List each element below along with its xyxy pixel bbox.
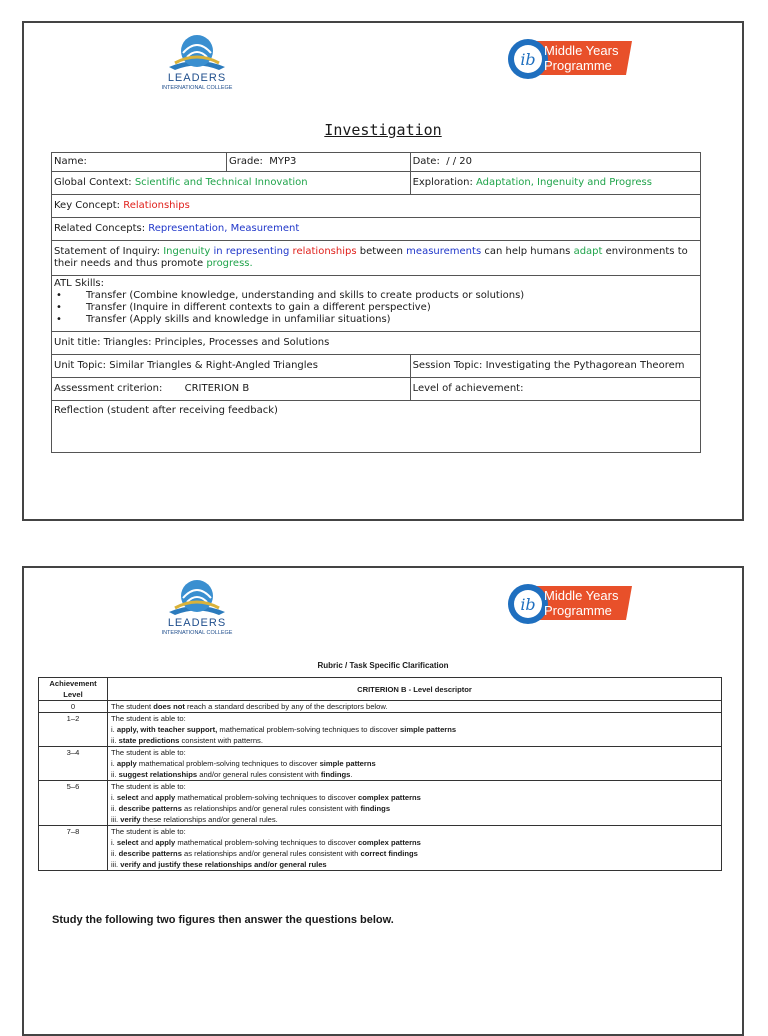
reflection-label: Reflection (student after receiving feedback) [54, 405, 278, 416]
level-cell: 7–8 [39, 826, 108, 871]
inquiry-word: can help humans [484, 246, 571, 257]
key-concept-value: Relationships [123, 200, 190, 211]
worksheet-page-2 [22, 566, 744, 1036]
worksheet-page-1 [22, 21, 744, 521]
level-cell: 0 [39, 701, 108, 713]
leaders-college-logo [147, 33, 247, 93]
exploration-value: Adaptation, Ingenuity and Progress [476, 177, 652, 188]
date-label: Date: [412, 156, 440, 167]
descriptor-line: ii. describe patterns as relationships and/or general rules consistent with findings [111, 804, 391, 813]
table-row [52, 218, 701, 241]
unit-topic-cell: Unit Topic: Similar Triangles & Right-Angled Triangles [52, 355, 411, 378]
descriptor-cell [108, 781, 722, 826]
table-row [39, 701, 722, 713]
descriptor-line: ii. state predictions consistent with patterns. [111, 736, 263, 745]
descriptor-cell [108, 747, 722, 781]
ib-myp-logo [508, 37, 634, 81]
inquiry-word: progress. [206, 258, 253, 269]
exploration-cell [410, 172, 700, 195]
name-label: Name: [54, 156, 87, 167]
key-concept-cell [52, 195, 701, 218]
ib-letter: ib [520, 595, 536, 614]
atl-list [54, 290, 698, 326]
session-topic-cell: Session Topic: Investigating the Pythagorean Theorem [410, 355, 700, 378]
table-row [52, 378, 701, 401]
descriptor-cell [108, 701, 722, 713]
ib-programme-label [544, 588, 630, 618]
key-concept-label: Key Concept: [54, 200, 121, 211]
table-row [52, 401, 701, 453]
assessment-value: CRITERION B [184, 383, 250, 394]
descriptor-intro: The student is able to: [111, 782, 186, 791]
descriptor-cell [108, 713, 722, 747]
list-item: • Transfer (Combine knowledge, understanding and skills to create products or solutions) [54, 290, 698, 302]
descriptor-cell [108, 826, 722, 871]
table-row [52, 241, 701, 276]
table-row [52, 153, 701, 172]
inquiry-word: measurements [406, 246, 482, 257]
investigation-info-table [51, 152, 701, 453]
rubric-caption: Rubric / Task Specific Clarification [317, 661, 449, 670]
atl-label: ATL Skills: [54, 278, 104, 289]
inquiry-word: representing [225, 246, 290, 257]
related-concepts-value: Representation, Measurement [148, 223, 300, 234]
ib-myp-logo [508, 582, 634, 626]
descriptor-intro: The student is able to: [111, 714, 186, 723]
page-title: Investigation [324, 121, 442, 139]
ib-line2: Programme [544, 603, 612, 618]
descriptor-intro: The student is able to: [111, 748, 186, 757]
related-concepts-label: Related Concepts: [54, 223, 146, 234]
leaders-emblem-icon [147, 578, 247, 618]
descriptor-line: i. apply mathematical problem-solving techniques to discover simple patterns [111, 759, 376, 768]
grade-value: MYP3 [269, 156, 297, 167]
ib-line1: Middle Years [544, 588, 619, 603]
name-field[interactable] [52, 153, 227, 172]
date-field[interactable] [410, 153, 700, 172]
col-header-level: Achievement Level [39, 678, 108, 701]
unit-title-cell: Unit title: Triangles: Principles, Processes and Solutions [52, 332, 701, 355]
table-row [39, 781, 722, 826]
level-cell: 5–6 [39, 781, 108, 826]
reflection-field[interactable] [52, 401, 701, 453]
grade-label: Grade: [229, 156, 263, 167]
date-value: / / 20 [446, 156, 473, 167]
descriptor-line: ii. describe patterns as relationships and/or general rules consistent with correct findings [111, 849, 418, 858]
inquiry-label: Statement of Inquiry: [54, 246, 161, 257]
logo-school-subtitle: INTERNATIONAL COLLEGE [161, 85, 233, 91]
table-row [52, 195, 701, 218]
leaders-emblem-icon [147, 33, 247, 73]
inquiry-word: between [359, 246, 403, 257]
related-concepts-cell [52, 218, 701, 241]
assessment-label: Assessment criterion: [54, 383, 163, 394]
inquiry-word: relationships [292, 246, 357, 257]
statement-of-inquiry-cell [52, 241, 701, 276]
inquiry-word: Ingenuity [163, 246, 211, 257]
descriptor-text: The student [111, 702, 152, 711]
global-context-label: Global Context: [54, 177, 132, 188]
descriptor-text: reach a standard described by any of the descriptors below. [187, 702, 388, 711]
table-row [52, 332, 701, 355]
ib-letter: ib [520, 50, 536, 69]
grade-field[interactable] [227, 153, 411, 172]
study-instruction: Study the following two figures then answer the questions below. [52, 914, 394, 926]
ib-line1: Middle Years [544, 43, 619, 58]
table-row [39, 747, 722, 781]
level-cell: 3–4 [39, 747, 108, 781]
list-item: • Transfer (Apply skills and knowledge in unfamiliar situations) [54, 314, 698, 326]
level-label: Level of achievement: [412, 383, 524, 394]
list-item: • Transfer (Inquire in different contexts to gain a different perspective) [54, 302, 698, 314]
descriptor-line: i. select and apply mathematical problem-solving techniques to discover complex patterns [111, 838, 421, 847]
exploration-label: Exploration: [412, 177, 473, 188]
leaders-college-logo [147, 578, 247, 638]
table-row [52, 276, 701, 332]
table-row [39, 826, 722, 871]
inquiry-word: adapt [573, 246, 603, 257]
logo-school-name: LEADERS [167, 72, 227, 84]
descriptor-line: iii. verify and justify these relationships and/or general rules [111, 860, 327, 869]
ib-line2: Programme [544, 58, 612, 73]
inquiry-word: environments to their needs and thus promote [54, 246, 688, 269]
descriptor-bold: does not [153, 702, 185, 711]
inquiry-word: in [213, 246, 223, 257]
descriptor-line: ii. suggest relationships and/or general rules consistent with findings. [111, 770, 353, 779]
level-cell: 1–2 [39, 713, 108, 747]
logo-school-subtitle: INTERNATIONAL COLLEGE [161, 630, 233, 636]
atl-skills-cell [52, 276, 701, 332]
descriptor-intro: The student is able to: [111, 827, 186, 836]
descriptor-line: i. apply, with teacher support, mathematical problem-solving techniques to discover simple patterns [111, 725, 457, 734]
col-header-descriptor: CRITERION B - Level descriptor [108, 678, 722, 701]
table-row [52, 355, 701, 378]
global-context-value: Scientific and Technical Innovation [134, 177, 308, 188]
table-row [39, 713, 722, 747]
descriptor-line: i. select and apply mathematical problem-solving techniques to discover complex patterns [111, 793, 421, 802]
table-row [52, 172, 701, 195]
assessment-criterion-cell [52, 378, 411, 401]
rubric-table [38, 677, 722, 871]
ib-programme-label [544, 43, 630, 73]
logo-school-name: LEADERS [167, 617, 227, 629]
global-context-cell [52, 172, 411, 195]
descriptor-line: iii. verify these relationships and/or general rules. [111, 815, 278, 824]
level-of-achievement-field[interactable] [410, 378, 700, 401]
table-header-row [39, 678, 722, 701]
